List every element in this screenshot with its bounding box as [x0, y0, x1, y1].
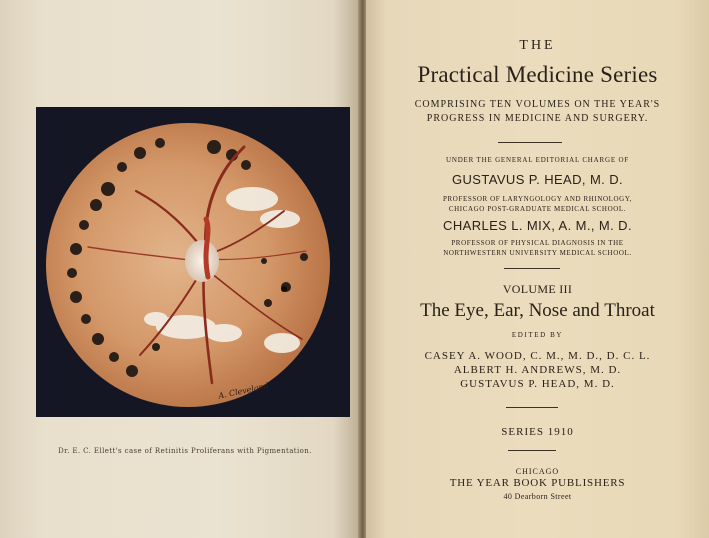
- editor2-title: [366, 238, 709, 258]
- frontispiece-plate: [36, 107, 350, 417]
- volume-number: VOLUME III: [502, 282, 573, 296]
- editor1-title-line1: PROFESSOR OF LARYNGOLOGY AND RHINOLOGY,: [443, 195, 632, 203]
- optic-disc: [185, 240, 219, 282]
- divider-rule: [506, 407, 558, 408]
- editor2-title-line1: PROFESSOR OF PHYSICAL DIAGNOSIS IN THE: [451, 239, 624, 247]
- divider-rule: [498, 142, 562, 143]
- editor1-title: [366, 194, 709, 214]
- publisher-address: 40 Dearborn Street: [503, 492, 572, 501]
- title-page: [366, 0, 709, 538]
- publisher-city: CHICAGO: [515, 467, 560, 476]
- series-description-line2: PROGRESS IN MEDICINE AND SURGERY.: [426, 113, 649, 124]
- frontispiece-caption: Dr. E. C. Ellett's case of Retinitis Proliferans with Pigmentation.: [58, 447, 312, 455]
- editor1-title-line2: CHICAGO POST-GRADUATE MEDICAL SCHOOL.: [448, 205, 627, 213]
- volume-editor: GUSTAVUS P. HEAD, M. D.: [460, 378, 615, 390]
- volume-editors: [366, 349, 709, 391]
- editor2-title-line2: NORTHWESTERN UNIVERSITY MEDICAL SCHOOL.: [443, 249, 632, 257]
- volume-editor: CASEY A. WOOD, C. M., M. D., D. C. L.: [424, 350, 651, 362]
- editor2-name: CHARLES L. MIX, A. M., M. D.: [443, 218, 632, 233]
- artist-signature: A. Cleveland: [217, 381, 270, 401]
- editorial-charge: UNDER THE GENERAL EDITORIAL CHARGE OF: [445, 156, 629, 164]
- series-title: Practical Medicine Series: [417, 62, 658, 87]
- divider-rule: [508, 450, 556, 451]
- series-description-line1: COMPRISING TEN VOLUMES ON THE YEAR'S: [414, 99, 661, 110]
- series-description: [366, 98, 709, 126]
- publisher-name: THE YEAR BOOK PUBLISHERS: [449, 477, 626, 489]
- retina-fundus-illustration: [36, 107, 350, 417]
- divider-rule: [504, 268, 560, 269]
- volume-editor: ALBERT H. ANDREWS, M. D.: [453, 364, 622, 376]
- proliferative-vessel: [206, 219, 208, 277]
- editor1-name: GUSTAVUS P. HEAD, M. D.: [451, 172, 623, 187]
- volume-subject: The Eye, Ear, Nose and Throat: [420, 300, 655, 321]
- edited-by-label: EDITED BY: [511, 331, 564, 339]
- title-the: THE: [519, 38, 556, 53]
- series-year: SERIES 1910: [501, 426, 574, 438]
